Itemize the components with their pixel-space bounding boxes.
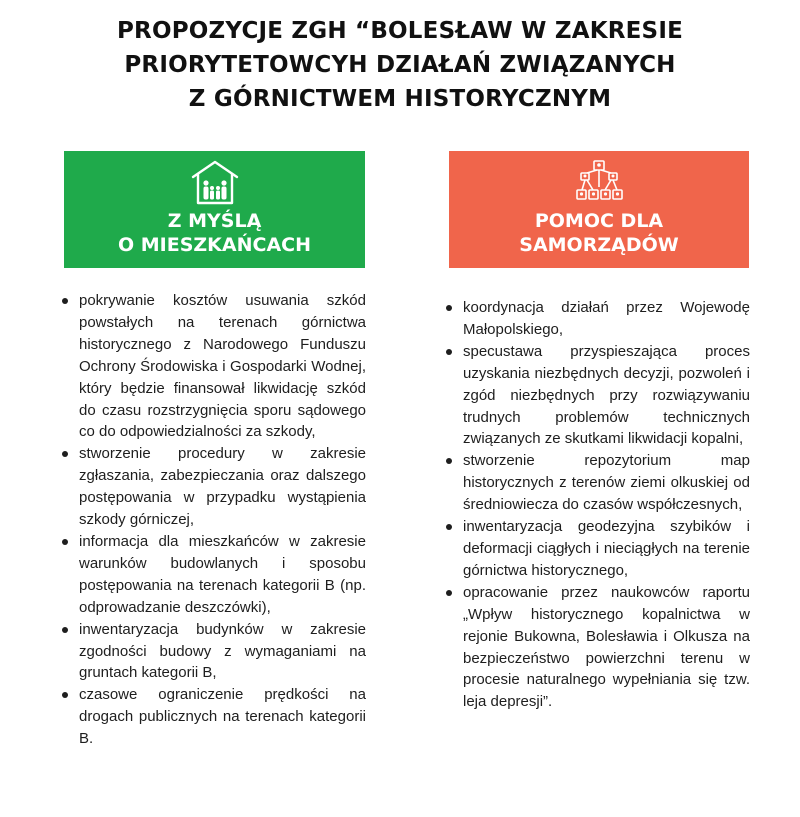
- list-item: informacja dla mieszkańców w zakresie warunków budowlanych i sposobu postępowania na terenach kategorii B (np. odprowadzanie deszczówki),: [57, 531, 366, 619]
- municipalities-heading-line-1: POMOC DLA: [534, 210, 664, 232]
- list-item: czasowe ograniczenie prędkości na drogach publicznych na terenach kategorii B.: [57, 684, 366, 750]
- residents-header-box: [64, 151, 365, 268]
- residents-list: [57, 290, 366, 750]
- list-item: opracowanie przez naukowców raportu „Wpływ historycznego kopalnictwa w rejonie Bukowna, Bolesławia i Olkusza na bezpieczeństwo powierzchni terenu w procesie naturalnego wypełniania się tzw. leja depresji”.: [441, 582, 750, 713]
- municipalities-heading-line-2: SAMORZĄDÓW: [519, 234, 679, 256]
- residents-heading: [64, 209, 365, 257]
- list-item: koordynacja działań przez Wojewodę Małopolskiego,: [441, 297, 750, 341]
- list-item: inwentaryzacja budynków w zakresie zgodności budowy z wymaganiami na gruntach kategorii B,: [57, 619, 366, 685]
- municipalities-header-box: [449, 151, 749, 268]
- house-with-family-icon: [189, 159, 241, 205]
- municipalities-heading: [449, 209, 749, 257]
- title-line-2: PRIORYTETOWCYH DZIAŁAŃ ZWIĄZANYCH: [124, 52, 676, 78]
- page-title: [0, 14, 800, 116]
- municipalities-list: [441, 297, 750, 713]
- people-network-hierarchy-icon: [575, 159, 623, 201]
- list-item: stworzenie repozytorium map historycznych z terenów ziemi olkuskiej od średniowiecza do czasów współczesnych,: [441, 450, 750, 516]
- title-line-1: PROPOZYCJE ZGH “BOLESŁAW W ZAKRESIE: [117, 18, 683, 44]
- title-line-3: Z GÓRNICTWEM HISTORYCZNYM: [188, 86, 612, 112]
- list-item: specustawa przyspieszająca proces uzyskania niezbędnych decyzji, pozwoleń i zgód niezbędnych przy rozwiązywaniu trudnych problemów technicznych związanych ze skutkami likwidacji kopalni,: [441, 341, 750, 451]
- residents-heading-line-1: Z MYŚLĄ: [167, 210, 262, 232]
- list-item: stworzenie procedury w zakresie zgłaszania, zabezpieczania oraz dalszego postępowania w przypadku wystąpienia szkody górniczej,: [57, 443, 366, 531]
- list-item: inwentaryzacja geodezyjna szybików i deformacji ciągłych i nieciągłych na terenie górnictwa historycznego,: [441, 516, 750, 582]
- residents-heading-line-2: O MIESZKAŃCACH: [117, 234, 311, 256]
- list-item: pokrywanie kosztów usuwania szkód powstałych na terenach górnictwa historycznego z Narodowego Funduszu Ochrony Środowiska i Gospodarki Wodnej, który będzie finansował likwidację szkód do czasu rozstrzygnięcia sporu sądowego co do odpowiedzialności za szkody,: [57, 290, 366, 443]
